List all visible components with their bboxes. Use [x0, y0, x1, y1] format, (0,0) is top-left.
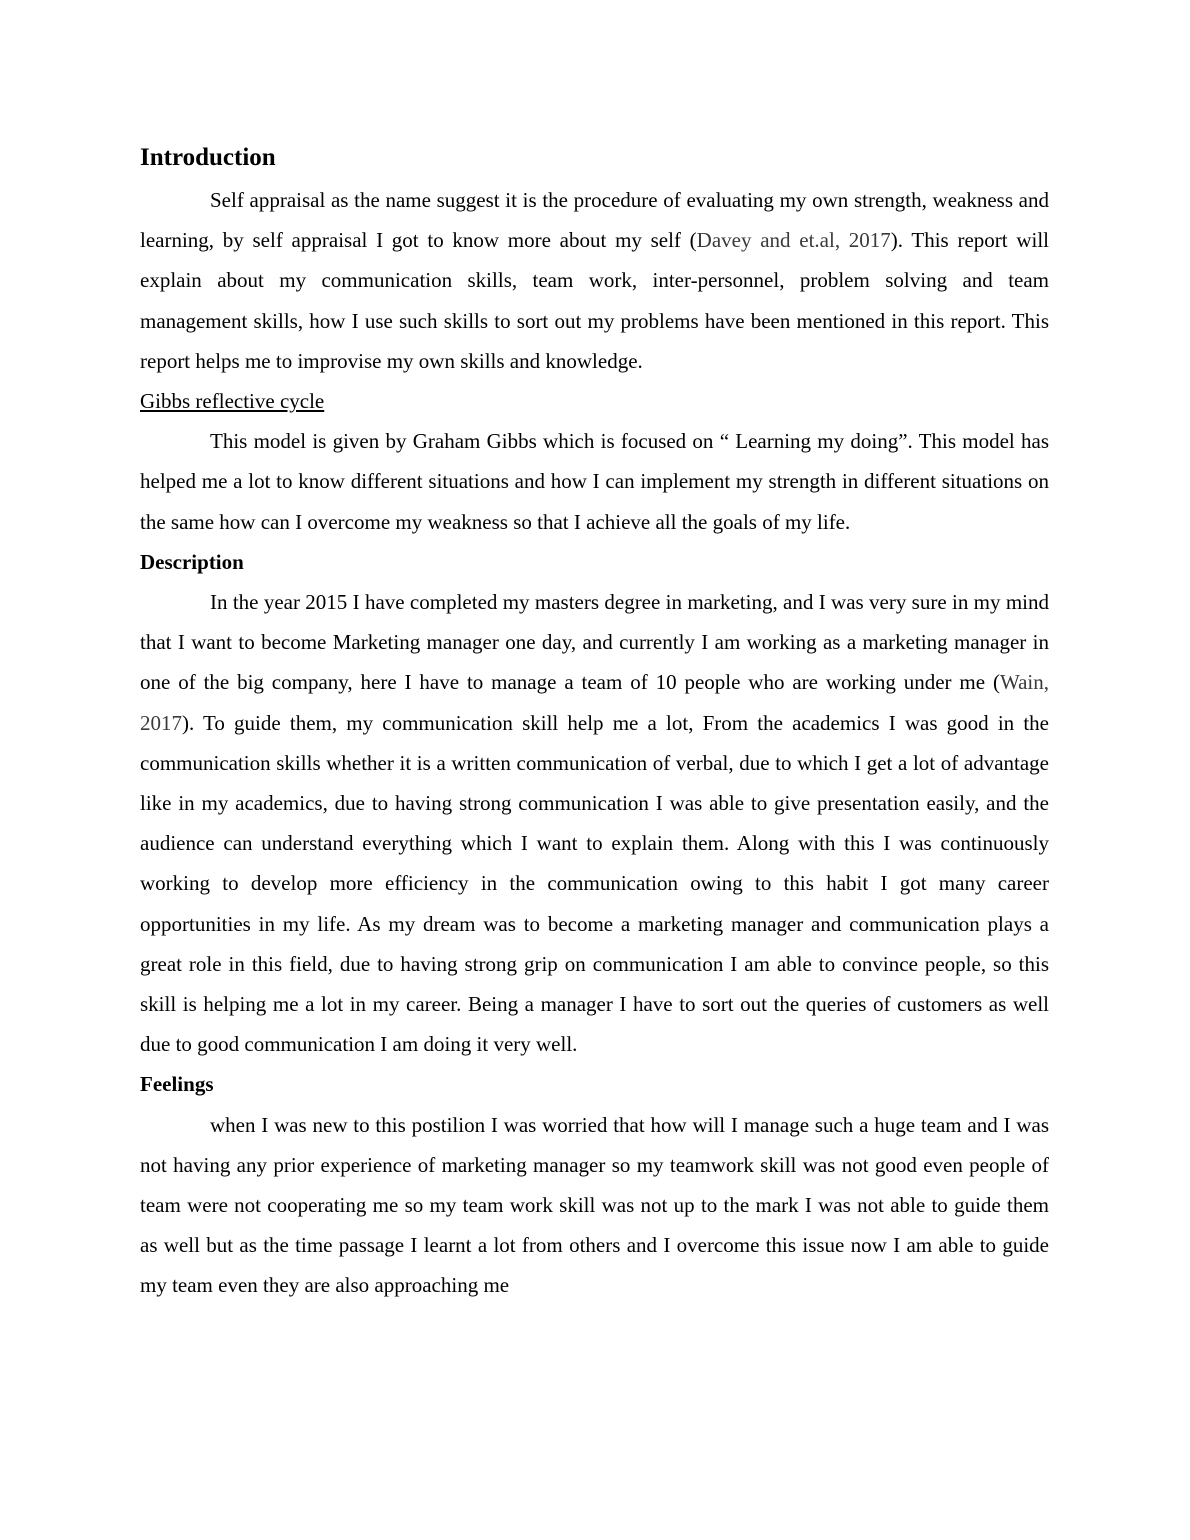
introduction-paragraph — [140, 180, 1049, 381]
gibbs-heading — [140, 381, 1049, 421]
gibbs-paragraph: This model is given by Graham Gibbs which is focused on “ Learning my doing”. This model has helped me a lot to know different situations and how I can implement my strength in different situations on the same how can I overcome my weakness so that I achieve all the goals of my life. — [140, 429, 1049, 534]
description-heading: Description — [140, 549, 244, 574]
introduction-text-1: Self appraisal as the name suggest it is the procedure of evaluating my own strength, weakness and learning, by self appraisal I got to know more about my self ( — [140, 188, 1049, 253]
introduction-heading: Introduction — [140, 144, 276, 171]
citation-wain: Wain, 2017 — [140, 670, 1049, 735]
feelings-paragraph: when I was new to this postilion I was worried that how will I manage such a huge team and I was not having any prior experience of marketing manager so my teamwork skill was not good even people of team were not cooperating me so my team work skill was not up to the mark I was not able to guide them as well but as the time passage I learnt a lot from others and I overcome this issue now I am able to guide my team even they are also approaching me — [140, 1112, 1049, 1298]
gibbs-heading-text: Gibbs reflective cycle — [140, 389, 325, 414]
description-text-2: ). To guide them, my communication skill help me a lot, From the academics I was good in the communication skills whether it is a written communication of verbal, due to which I get a lot of advantage like in my academics, due to having strong communication I was able to give presentation easily, and the audience can understand everything which I want to explain them. Along with this I was continuously working to develop more efficiency in the communication owing to this habit I got many career opportunities in my life. As my dream was to become a marketing manager and communication plays a great role in this field, due to having strong grip on communication I am able to convince people, so this skill is helping me a lot in my career. Being a manager I have to sort out the queries of customers as well due to good communication I am doing it very well. — [140, 710, 1049, 1057]
description-text-1: In the year 2015 I have completed my masters degree in marketing, and I was very sure in my mind that I want to become Marketing manager one day, and currently I am working as a marketing manager in one of the big company, here I have to manage a team of 10 people who are working under me ( — [140, 590, 1049, 695]
description-paragraph — [140, 582, 1049, 1064]
citation-davey: Davey and et.al, 2017 — [696, 228, 891, 253]
feelings-heading: Feelings — [140, 1072, 214, 1097]
introduction-text-2: ). This report will explain about my communication skills, team work, inter-personnel, problem solving and team management skills, how I use such skills to sort out my problems have been mentioned in this report. This report helps me to improvise my own skills and knowledge. — [140, 228, 1049, 373]
document-page — [140, 140, 1049, 1306]
